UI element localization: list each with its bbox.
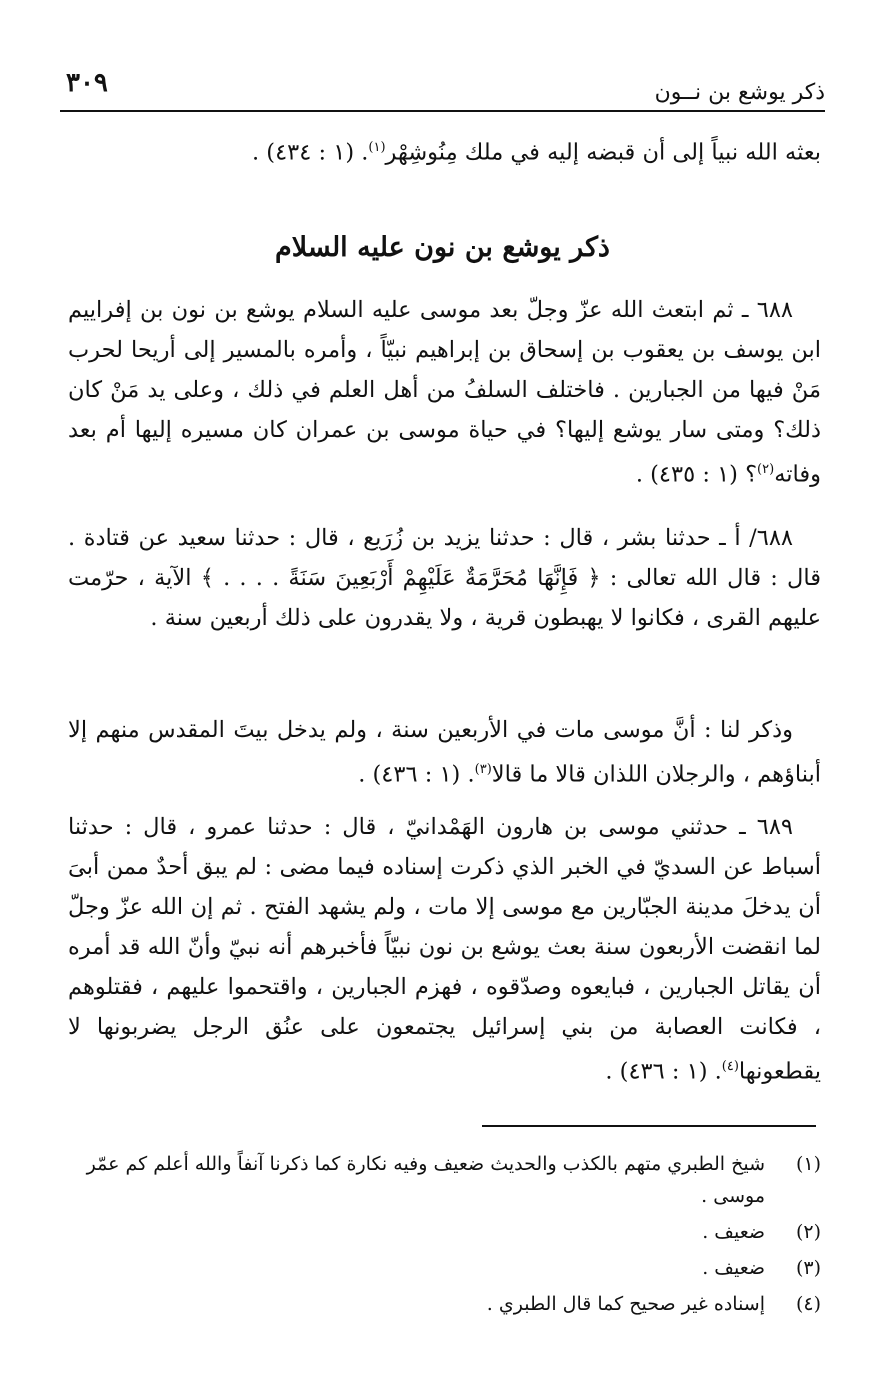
paragraph-688 — [68, 290, 821, 495]
footnote-text: ضعيف . — [702, 1221, 765, 1243]
running-header — [60, 62, 825, 112]
intro-paragraph — [68, 128, 821, 173]
footnote-number: (٤) — [795, 1293, 821, 1315]
paragraph-688a: ٦٨٨/ أ ـ حدثنا بشر ، قال : حدثنا يزيد بن زُرَيع ، قال : حدثنا سعيد عن قتادة . قال : قال الله تعالى : ﴿ فَإِنَّهَا مُحَرَّمَةٌ عَلَيْهِمْ أَرْبَعِينَ سَنَةً . . . . ﴾ الآية ، حرّمت عليهم القرى ، فكانوا لا يهبطون قرية ، ولا يقدرون على ذلك أربعين سنة . — [68, 525, 821, 631]
running-title: ذكر يوشع بن نــون — [654, 80, 825, 105]
paragraph-dhakara-reference: . (١ : ٤٣٦) . — [358, 761, 475, 788]
footnote-item — [68, 1216, 821, 1248]
paragraph-dhakara-text: وذكر لنا : أنَّ موسى مات في الأربعين سنة ، ولم يدخل بيتَ المقدس منهم إلا أبناؤهم ، والرجلان اللذان قالا ما قالا — [68, 717, 821, 788]
footnote-item — [68, 1148, 821, 1212]
footnote-number: (١) — [795, 1153, 821, 1175]
page-number: ٣٠٩ — [66, 68, 108, 98]
footnotes-list — [68, 1148, 821, 1324]
footnote-text: شيخ الطبري متهم بالكذب والحديث ضعيف وفيه نكارة كما ذكرنا آنفاً والله أعلم كم عمّر موسى . — [86, 1153, 765, 1207]
footnote-ref-1[interactable]: (١) — [368, 140, 386, 155]
paragraph-689-text: ٦٨٩ ـ حدثني موسى بن هارون الهَمْدانيّ ، قال : حدثنا عمرو ، قال : حدثنا أسباط عن السديّ في الخبر الذي ذكرت إسناده فيما مضى : لم يبق أحدٌ ممن أبىَ أن يدخلَ مدينة الجبّارين مع موسى إلا مات ، ولم يشهد الفتح . ثم إن الله عزّ وجلّ لما انقضت الأربعون سنة بعث يوشع بن نون نبيّاً فأخبرهم أنه نبيّ وأنّ الله قد أمره أن يقاتل الجبارين ، فبايعوه وصدّقوه ، فهزم الجبارين ، واقتحموا عليهم ، فقتلوهم ، فكانت العصابة من بني إسرائيل يجتمعون على عنُق الرجل يضربونها لا يقطعونها — [68, 814, 822, 1085]
section-title: ذكر يوشع بن نون عليه السلام — [275, 232, 610, 263]
footnote-text: إسناده غير صحيح كما قال الطبري . — [486, 1293, 765, 1315]
intro-reference: . (١ : ٤٣٤) . — [251, 139, 369, 166]
footnote-number: (٢) — [795, 1221, 821, 1243]
footnote-ref-4[interactable]: (٤) — [721, 1059, 739, 1074]
footnote-ref-2[interactable]: (٢) — [757, 462, 775, 477]
footnote-number: (٣) — [795, 1257, 821, 1279]
paragraph-688-text: ٦٨٨ ـ ثم ابتعث الله عزّ وجلّ بعد موسى عليه السلام يوشع بن نون بن إفراييم ابن يوسف بن يعقوب بن إسحاق بن إبراهيم نبيّاً ، وأمره بالمسير إلى أريحا لحرب مَنْ فيها من الجبارين . فاختلف السلفُ من أهل العلم في ذلك ، وعلى يد مَنْ كان ذلك؟ ومتى سار يوشع إليها؟ في حياة موسى بن عمران كان مسيره إليها أم بعد وفاته — [68, 297, 821, 488]
paragraph-689-reference: . (١ : ٤٣٦) . — [605, 1058, 722, 1085]
footnote-divider — [482, 1125, 816, 1127]
paragraph-dhakara — [68, 710, 821, 795]
paragraph-688-reference: ؟ (١ : ٤٣٥) . — [635, 461, 758, 488]
footnote-ref-3[interactable]: (٣) — [474, 762, 492, 777]
intro-text: بعثه الله نبياً إلى أن قبضه إليه في ملك مِنُوشِهْر — [385, 139, 821, 166]
footnote-item — [68, 1288, 821, 1320]
footnote-text: ضعيف . — [702, 1257, 765, 1279]
paragraph-689 — [68, 807, 821, 1092]
footnote-item — [68, 1252, 821, 1284]
